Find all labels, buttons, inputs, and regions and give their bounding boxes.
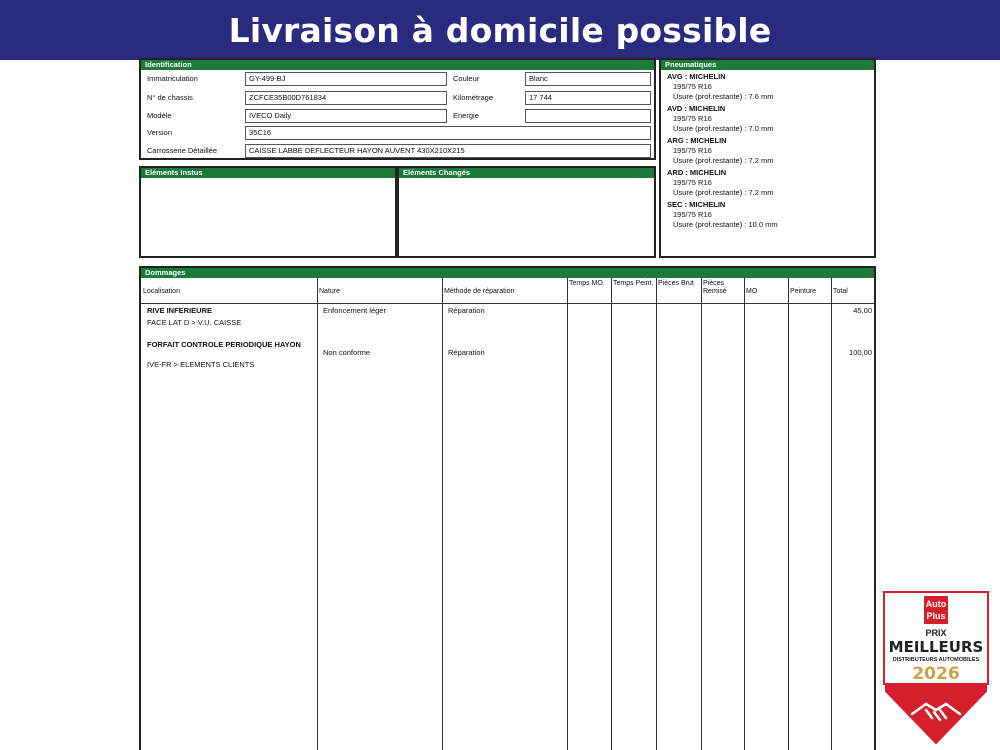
column-header: Localisation (143, 288, 180, 295)
elements-changes-title: Eléments Changés (399, 168, 654, 178)
column-divider (831, 278, 832, 750)
column-header: Temps MO (569, 280, 603, 287)
column-divider (744, 278, 745, 750)
badge-prix: PRIX (925, 628, 947, 638)
elements-changes-section (397, 166, 656, 258)
tyre-size: 195/75 R16 (673, 82, 712, 91)
field-version: 35C16 (245, 126, 651, 140)
field-chassis: ZCFCE35B00D761834 (245, 91, 447, 105)
badge-year: 2026 (912, 664, 960, 684)
header-divider (141, 303, 874, 304)
tyre-wear: Usure (prof.restante) : 7.2 mm (673, 156, 774, 165)
label-kilometrage: Kilométrage (453, 93, 494, 102)
tyre-head: ARG : MICHELIN (667, 136, 727, 145)
column-divider (442, 278, 443, 750)
field-carrosserie: CAISSE LABBE DEFLECTEUR HAYON AUVENT 430X210X215 (245, 144, 651, 158)
tyre-size: 195/75 R16 (673, 114, 712, 123)
tyre-head: AVG : MICHELIN (667, 72, 726, 81)
damage-methode: Réparation (448, 306, 485, 315)
column-divider (611, 278, 612, 750)
label-modele: Modèle (147, 111, 172, 120)
tyre-entry (667, 104, 773, 134)
award-badge (880, 588, 992, 750)
column-header: Nature (319, 288, 341, 295)
badge-distributeurs: DISTRIBUTEURS AUTOMOBILES (892, 657, 980, 663)
column-divider (656, 278, 657, 750)
damage-nature: Non conforme (323, 348, 371, 357)
tyre-wear: Usure (prof.restante) : 10.0 mm (673, 220, 778, 229)
identification-title: Identification (141, 60, 654, 70)
tyre-entry (667, 72, 773, 102)
label-carrosserie: Carrosserie Détaillée (147, 146, 218, 155)
label-energie: Energie (453, 111, 479, 120)
award-shield-icon (880, 588, 992, 750)
label-version: Version (147, 128, 173, 137)
damage-total: 45,00 (853, 306, 872, 315)
column-header: Méthode de réparation (444, 288, 515, 295)
badge-brand-bottom: Plus (926, 611, 946, 621)
tyre-wear: Usure (prof.restante) : 7.0 mm (673, 124, 774, 133)
tyre-size: 195/75 R16 (673, 178, 712, 187)
field-energie (525, 109, 651, 123)
badge-brand-top: Auto (925, 599, 947, 609)
tyre-entry (667, 200, 778, 230)
field-couleur: Blanc (525, 72, 651, 86)
field-modele: IVECO Daily (245, 109, 447, 123)
column-header: Pièces Brut (658, 280, 694, 287)
tyre-wear: Usure (prof.restante) : 7.2 mm (673, 188, 774, 197)
top-banner (0, 0, 1000, 60)
damage-loc2: FACE LAT D > V.U. CAISSE (147, 318, 242, 327)
column-divider (567, 278, 568, 750)
damage-nature: Enfoncement léger (323, 306, 386, 315)
tyre-head: AVD : MICHELIN (667, 104, 726, 113)
label-chassis: N° de chassis (147, 93, 193, 102)
column-header: Total (833, 288, 848, 295)
identification-section (139, 58, 656, 160)
tyre-wear: Usure (prof.restante) : 7.6 mm (673, 92, 774, 101)
badge-meilleurs: MEILLEURS (888, 638, 984, 656)
elements-instus-title: Eléments Instus (141, 168, 395, 178)
tyre-head: ARD : MICHELIN (667, 168, 727, 177)
column-divider (788, 278, 789, 750)
column-header: Peinture (790, 288, 817, 295)
tyre-size: 195/75 R16 (673, 146, 712, 155)
column-divider (317, 278, 318, 750)
label-immatriculation: Immatriculation (147, 74, 198, 83)
column-header: Pièces Remisé (703, 280, 727, 295)
column-divider (701, 278, 702, 750)
tyre-size: 195/75 R16 (673, 210, 712, 219)
damage-total: 100,00 (849, 348, 872, 357)
damage-loc2: IVE-FR > ELEMENTS CLIENTS (147, 360, 255, 369)
label-couleur: Couleur (453, 74, 480, 83)
pneumatiques-title: Pneumatiques (661, 60, 874, 70)
damage-loc1: FORFAIT CONTROLE PERIODIQUE HAYON (147, 340, 301, 349)
damage-loc1: RIVE INFERIEURE (147, 306, 213, 315)
elements-instus-section (139, 166, 397, 258)
column-header: Temps Peint. (613, 280, 654, 287)
field-immatriculation: GY-499-BJ (245, 72, 447, 86)
pneumatiques-section (659, 58, 876, 258)
banner-text: Livraison à domicile possible (228, 10, 772, 50)
dommages-section (139, 266, 876, 750)
tyre-head: SEC : MICHELIN (667, 200, 726, 209)
dommages-title: Dommages (141, 268, 874, 278)
damage-methode: Réparation (448, 348, 485, 357)
tyre-entry (667, 136, 773, 166)
column-header: MO (746, 288, 758, 295)
tyre-entry (667, 168, 773, 198)
field-kilometrage: 17 744 (525, 91, 651, 105)
